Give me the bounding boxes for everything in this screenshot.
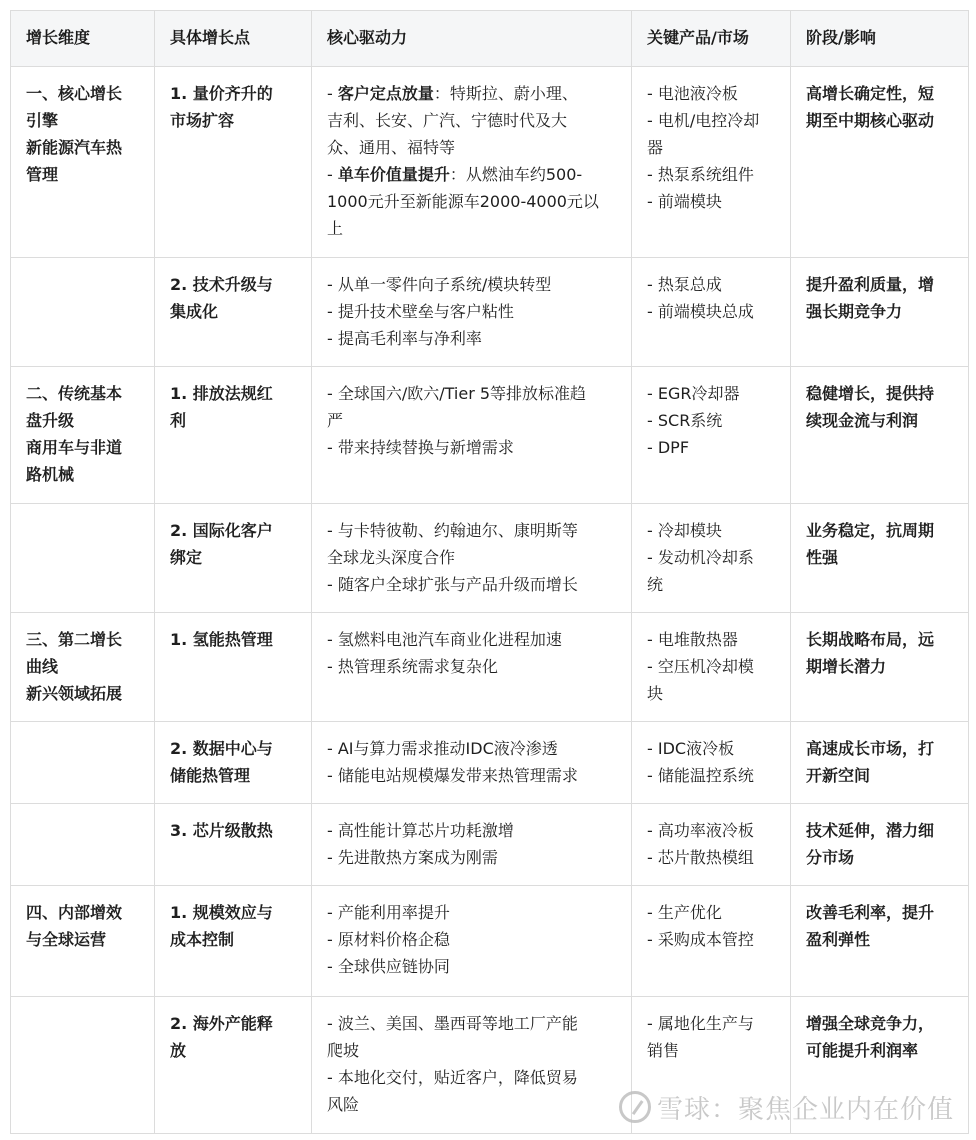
drivers-cell	[312, 886, 632, 997]
driver-text: - 从单一零件向子系统/模块转型	[327, 275, 552, 294]
dimension-cell	[11, 67, 155, 258]
table-row	[11, 504, 969, 613]
growth-point-line: 2. 数据中心与	[170, 739, 273, 758]
dimension-cell	[11, 504, 155, 613]
stage-cell	[791, 886, 969, 997]
stage-line: 提升盈利质量，增	[806, 275, 935, 294]
product-line: - EGR冷却器	[647, 384, 740, 403]
driver-text: - 本地化交付，贴近客户，降低贸易	[327, 1068, 578, 1087]
products-cell	[632, 367, 791, 504]
drivers-cell	[312, 504, 632, 613]
dimension-line: 二、传统基本	[26, 384, 123, 403]
drivers-cell	[312, 367, 632, 504]
dimension-line: 一、核心增长	[26, 84, 123, 103]
driver-text: 全球龙头深度合作	[327, 548, 456, 567]
product-line: - 前端模块	[647, 192, 722, 211]
dimension-line: 四、内部增效	[26, 903, 123, 922]
products-cell	[632, 504, 791, 613]
driver-line	[327, 844, 616, 871]
product-line: - 高功率液冷板	[647, 821, 754, 840]
growth-point-line: 放	[170, 1041, 187, 1060]
stage-cell	[791, 504, 969, 613]
stage-line: 性强	[806, 548, 839, 567]
product-line: - 冷却模块	[647, 521, 722, 540]
growth-point-cell	[155, 67, 312, 258]
driver-line	[327, 215, 616, 242]
dimension-cell	[11, 258, 155, 367]
driver-text: - 与卡特彼勒、约翰迪尔、康明斯等	[327, 521, 578, 540]
product-line: - 储能温控系统	[647, 766, 754, 785]
driver-text: - 全球供应链协同	[327, 957, 450, 976]
driver-line	[327, 1064, 616, 1091]
growth-point-cell	[155, 804, 312, 886]
growth-point-line: 1. 量价齐升的	[170, 84, 273, 103]
dimension-line: 曲线	[26, 657, 59, 676]
driver-line	[327, 161, 616, 188]
driver-line	[327, 953, 616, 980]
growth-point-line: 储能热管理	[170, 766, 251, 785]
driver-text: 众、通用、福特等	[327, 138, 456, 157]
driver-bullet: -	[327, 165, 338, 184]
driver-text: 上	[327, 219, 344, 238]
table-body	[11, 67, 969, 1134]
stage-line: 高增长确定性，短	[806, 84, 935, 103]
product-line: 统	[647, 575, 664, 594]
growth-point-line: 3. 芯片级散热	[170, 821, 273, 840]
products-cell	[632, 722, 791, 804]
driver-text: - 产能利用率提升	[327, 903, 450, 922]
dimension-cell	[11, 886, 155, 997]
driver-text: - 提高毛利率与净利率	[327, 329, 482, 348]
drivers-cell	[312, 997, 632, 1134]
growth-point-line: 2. 海外产能释	[170, 1014, 273, 1033]
driver-text: - 热管理系统需求复杂化	[327, 657, 498, 676]
growth-point-line: 利	[170, 411, 187, 430]
header-key-products: 关键产品/市场	[632, 11, 791, 67]
products-cell	[632, 613, 791, 722]
stage-line: 开新空间	[806, 766, 871, 785]
driver-line	[327, 926, 616, 953]
driver-line	[327, 380, 616, 407]
stage-line: 改善毛利率，提升	[806, 903, 935, 922]
driver-line	[327, 434, 616, 461]
stage-line: 技术延伸，潜力细	[806, 821, 935, 840]
driver-text: - 先进散热方案成为刚需	[327, 848, 498, 867]
header-core-drivers: 核心驱动力	[312, 11, 632, 67]
growth-table	[10, 10, 969, 1134]
driver-line	[327, 107, 616, 134]
products-cell	[632, 67, 791, 258]
product-line: - 芯片散热模组	[647, 848, 754, 867]
products-cell	[632, 258, 791, 367]
driver-text: - 带来持续替换与新增需求	[327, 438, 514, 457]
driver-text: ：从燃油车约500-	[449, 165, 583, 184]
driver-line	[327, 735, 616, 762]
driver-line	[327, 1037, 616, 1064]
driver-line	[327, 1091, 616, 1118]
header-dimension: 增长维度	[11, 11, 155, 67]
driver-text: 吉利、长安、广汽、宁德时代及大	[327, 111, 568, 130]
driver-line	[327, 407, 616, 434]
stage-cell	[791, 613, 969, 722]
header-stage-impact: 阶段/影响	[791, 11, 969, 67]
driver-text: - 原材料价格企稳	[327, 930, 450, 949]
product-line: - 电池液冷板	[647, 84, 738, 103]
stage-cell	[791, 258, 969, 367]
dimension-line: 新能源汽车热	[26, 138, 123, 157]
product-line: - IDC液冷板	[647, 739, 735, 758]
dimension-cell	[11, 367, 155, 504]
dimension-line: 与全球运营	[26, 930, 107, 949]
growth-point-line: 1. 规模效应与	[170, 903, 273, 922]
growth-point-line: 1. 排放法规红	[170, 384, 273, 403]
table-row	[11, 804, 969, 886]
product-line: - 电堆散热器	[647, 630, 738, 649]
dimension-line: 管理	[26, 165, 59, 184]
driver-text: - 储能电站规模爆发带来热管理需求	[327, 766, 578, 785]
driver-line	[327, 325, 616, 352]
driver-text: 严	[327, 411, 344, 430]
products-cell	[632, 997, 791, 1134]
driver-line	[327, 80, 616, 107]
table-row	[11, 722, 969, 804]
table-row	[11, 67, 969, 258]
product-line: - 电机/电控冷却	[647, 111, 760, 130]
drivers-cell	[312, 722, 632, 804]
driver-bullet: -	[327, 84, 338, 103]
driver-line	[327, 817, 616, 844]
stage-line: 强长期竞争力	[806, 302, 903, 321]
growth-point-line: 成本控制	[170, 930, 235, 949]
table-row	[11, 886, 969, 997]
driver-text: ：特斯拉、蔚小理、	[433, 84, 578, 103]
product-line: 销售	[647, 1041, 680, 1060]
growth-point-line: 2. 技术升级与	[170, 275, 273, 294]
driver-text: - 全球国六/欧六/Tier 5等排放标准趋	[327, 384, 587, 403]
growth-point-cell	[155, 722, 312, 804]
driver-line	[327, 653, 616, 680]
driver-line	[327, 544, 616, 571]
driver-text: - 氢燃料电池汽车商业化进程加速	[327, 630, 562, 649]
dimension-cell	[11, 997, 155, 1134]
watermark-text: 雪球：聚焦企业内在价值	[656, 1095, 954, 1125]
growth-point-line: 2. 国际化客户	[170, 521, 273, 540]
product-line: - SCR系统	[647, 411, 723, 430]
dimension-cell	[11, 722, 155, 804]
driver-text: 1000元升至新能源车2000-4000元以	[327, 192, 599, 211]
stage-cell	[791, 367, 969, 504]
stage-line: 稳健增长，提供持	[806, 384, 935, 403]
stage-line: 增强全球竞争力，	[806, 1014, 935, 1033]
table-row	[11, 997, 969, 1134]
dimension-line: 盘升级	[26, 411, 75, 430]
growth-point-line: 市场扩容	[170, 111, 235, 130]
driver-text: - AI与算力需求推动IDC液冷渗透	[327, 739, 558, 758]
product-line: - 热泵系统组件	[647, 165, 754, 184]
driver-line	[327, 762, 616, 789]
stage-cell	[791, 67, 969, 258]
stage-line: 长期战略布局，远	[806, 630, 935, 649]
stage-line: 可能提升利润率	[806, 1041, 919, 1060]
product-line: - 前端模块总成	[647, 302, 754, 321]
table-row	[11, 367, 969, 504]
growth-point-cell	[155, 613, 312, 722]
stage-line: 期至中期核心驱动	[806, 111, 935, 130]
driver-label: 客户定点放量	[337, 84, 434, 103]
stage-line: 业务稳定，抗周期	[806, 521, 935, 540]
table-header-row	[11, 11, 969, 67]
driver-text: 风险	[327, 1095, 360, 1114]
driver-text: - 随客户全球扩张与产品升级而增长	[327, 575, 578, 594]
stage-line: 续现金流与利润	[806, 411, 919, 430]
dimension-line: 三、第二增长	[26, 630, 123, 649]
growth-point-cell	[155, 367, 312, 504]
growth-point-line: 集成化	[170, 302, 219, 321]
driver-text: - 高性能计算芯片功耗激增	[327, 821, 514, 840]
dimension-line: 引擎	[26, 111, 59, 130]
table-row	[11, 258, 969, 367]
growth-point-cell	[155, 997, 312, 1134]
products-cell	[632, 804, 791, 886]
driver-text: - 提升技术壁垒与客户粘性	[327, 302, 514, 321]
dimension-line: 新兴领域拓展	[26, 684, 123, 703]
drivers-cell	[312, 804, 632, 886]
dimension-cell	[11, 804, 155, 886]
products-cell	[632, 886, 791, 997]
drivers-cell	[312, 613, 632, 722]
growth-point-line: 绑定	[170, 548, 203, 567]
growth-point-cell	[155, 504, 312, 613]
table-row	[11, 613, 969, 722]
growth-point-cell	[155, 258, 312, 367]
driver-line	[327, 134, 616, 161]
stage-line: 分市场	[806, 848, 855, 867]
driver-label: 单车价值量提升	[337, 165, 450, 184]
stage-cell	[791, 997, 969, 1134]
stage-line: 期增长潜力	[806, 657, 887, 676]
stage-cell	[791, 722, 969, 804]
stage-cell	[791, 804, 969, 886]
growth-point-line: 1. 氢能热管理	[170, 630, 273, 649]
driver-text: 爬坡	[327, 1041, 360, 1060]
driver-line	[327, 298, 616, 325]
product-line: - DPF	[647, 438, 690, 457]
header-growth-point: 具体增长点	[155, 11, 312, 67]
product-line: - 生产优化	[647, 903, 722, 922]
stage-line: 盈利弹性	[806, 930, 871, 949]
driver-line	[327, 271, 616, 298]
driver-line	[327, 626, 616, 653]
drivers-cell	[312, 67, 632, 258]
product-line: - 空压机冷却模	[647, 657, 754, 676]
product-line: - 热泵总成	[647, 275, 722, 294]
driver-text: - 波兰、美国、墨西哥等地工厂产能	[327, 1014, 578, 1033]
dimension-line: 商用车与非道	[26, 438, 123, 457]
driver-line	[327, 571, 616, 598]
driver-line	[327, 517, 616, 544]
product-line: 器	[647, 138, 664, 157]
product-line: 块	[647, 684, 664, 703]
drivers-cell	[312, 258, 632, 367]
driver-line	[327, 188, 616, 215]
driver-line	[327, 899, 616, 926]
dimension-cell	[11, 613, 155, 722]
driver-line	[327, 1010, 616, 1037]
dimension-line: 路机械	[26, 465, 75, 484]
product-line: - 采购成本管控	[647, 930, 754, 949]
stage-line: 高速成长市场，打	[806, 739, 935, 758]
growth-point-cell	[155, 886, 312, 997]
product-line: - 属地化生产与	[647, 1014, 754, 1033]
product-line: - 发动机冷却系	[647, 548, 754, 567]
